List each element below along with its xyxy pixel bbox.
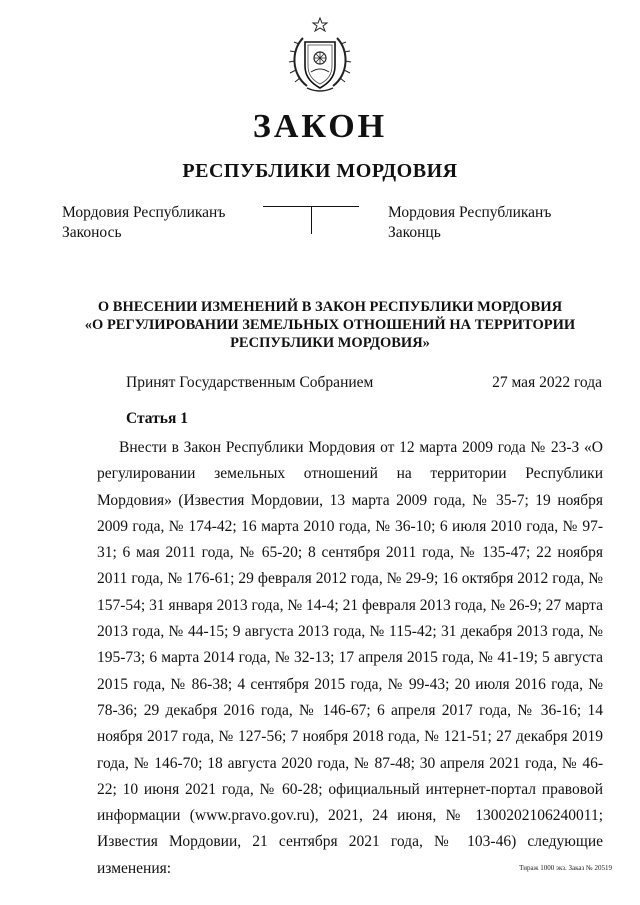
article-title: Статья 1 <box>126 410 188 427</box>
law-heading <box>80 298 580 352</box>
adopted-date: 27 мая 2022 года <box>492 374 602 391</box>
title-left-line1: Мордовия Республиканъ <box>62 204 226 221</box>
document-subtitle: РЕСПУБЛИКИ МОРДОВИЯ <box>182 160 458 182</box>
adopted-by: Принят Государственным Собранием <box>126 374 374 391</box>
document-title: ЗАКОН <box>252 108 388 145</box>
print-run-note: Тираж 1000 экз. Заказ № 20519 <box>519 864 612 872</box>
article-text: Внести в Закон Республики Мордовия от 12 марта 2009 года № 23-З «О регулировании земельных отношений на территории Республики Мордовия» (Известия Мордовии, 13 марта 2009 года, № 35-7; 19 ноября 2009 года, № 174-42; 16 марта 2010 года, № 36-10; 6 июля 2010 года, № 97-31; 6 мая 2011 года, № 65-20; 8 сентября 2011 года, № 135-47; 22 ноября 2011 года, № 176-61; 29 февраля 2012 года, № 29-9; 16 октября 2012 года, № 157-54; 31 января 2013 года, № 14-4; 21 февраля 2013 года, № 26-9; 27 марта 2013 года, № 44-15; 9 августа 2013 года, № 115-42; 31 декабря 2013 года, № 195-73; 6 марта 2014 года, № 32-13; 17 апреля 2015 года, № 41-19; 5 августа 2015 года, № 86-38; 4 сентября 2015 года, № 99-43; 20 июля 2016 года, № 78-36; 29 декабря 2016 года, № 146-67; 6 апреля 2017 года, № 36-16; 14 ноября 2017 года, № 127-56; 7 ноября 2018 года, № 121-51; 27 декабря 2019 года, № 146-70; 18 августа 2020 года, № 87-48; 30 апреля 2021 года, № 46-22; 10 июня 2021 года, № 60-28; официальный интернет-портал правовой информации (www.pravo.gov.ru), 2021, 24 июня, № 1300202106240011; Известия Мордовии, 21 сентября 2021 года, № 103-46) следующие изменения: <box>97 439 603 877</box>
title-left-line2: Законось <box>62 224 122 241</box>
title-right-line1: Мордовия Республиканъ <box>388 204 552 221</box>
title-right-line2: Законць <box>388 224 441 241</box>
coat-of-arms-icon <box>285 16 355 94</box>
title-right-language <box>388 203 551 243</box>
law-heading-line1: О ВНЕСЕНИИ ИЗМЕНЕНИЙ В ЗАКОН РЕСПУБЛИКИ МОРДОВИЯ <box>97 299 563 315</box>
law-heading-line2: «О РЕГУЛИРОВАНИИ ЗЕМЕЛЬНЫХ ОТНОШЕНИЙ НА ТЕРРИТОРИИ <box>84 317 576 333</box>
header-divider-vertical <box>311 206 312 234</box>
title-left-language <box>62 203 225 243</box>
law-heading-line3: РЕСПУБЛИКИ МОРДОВИЯ» <box>230 335 430 351</box>
